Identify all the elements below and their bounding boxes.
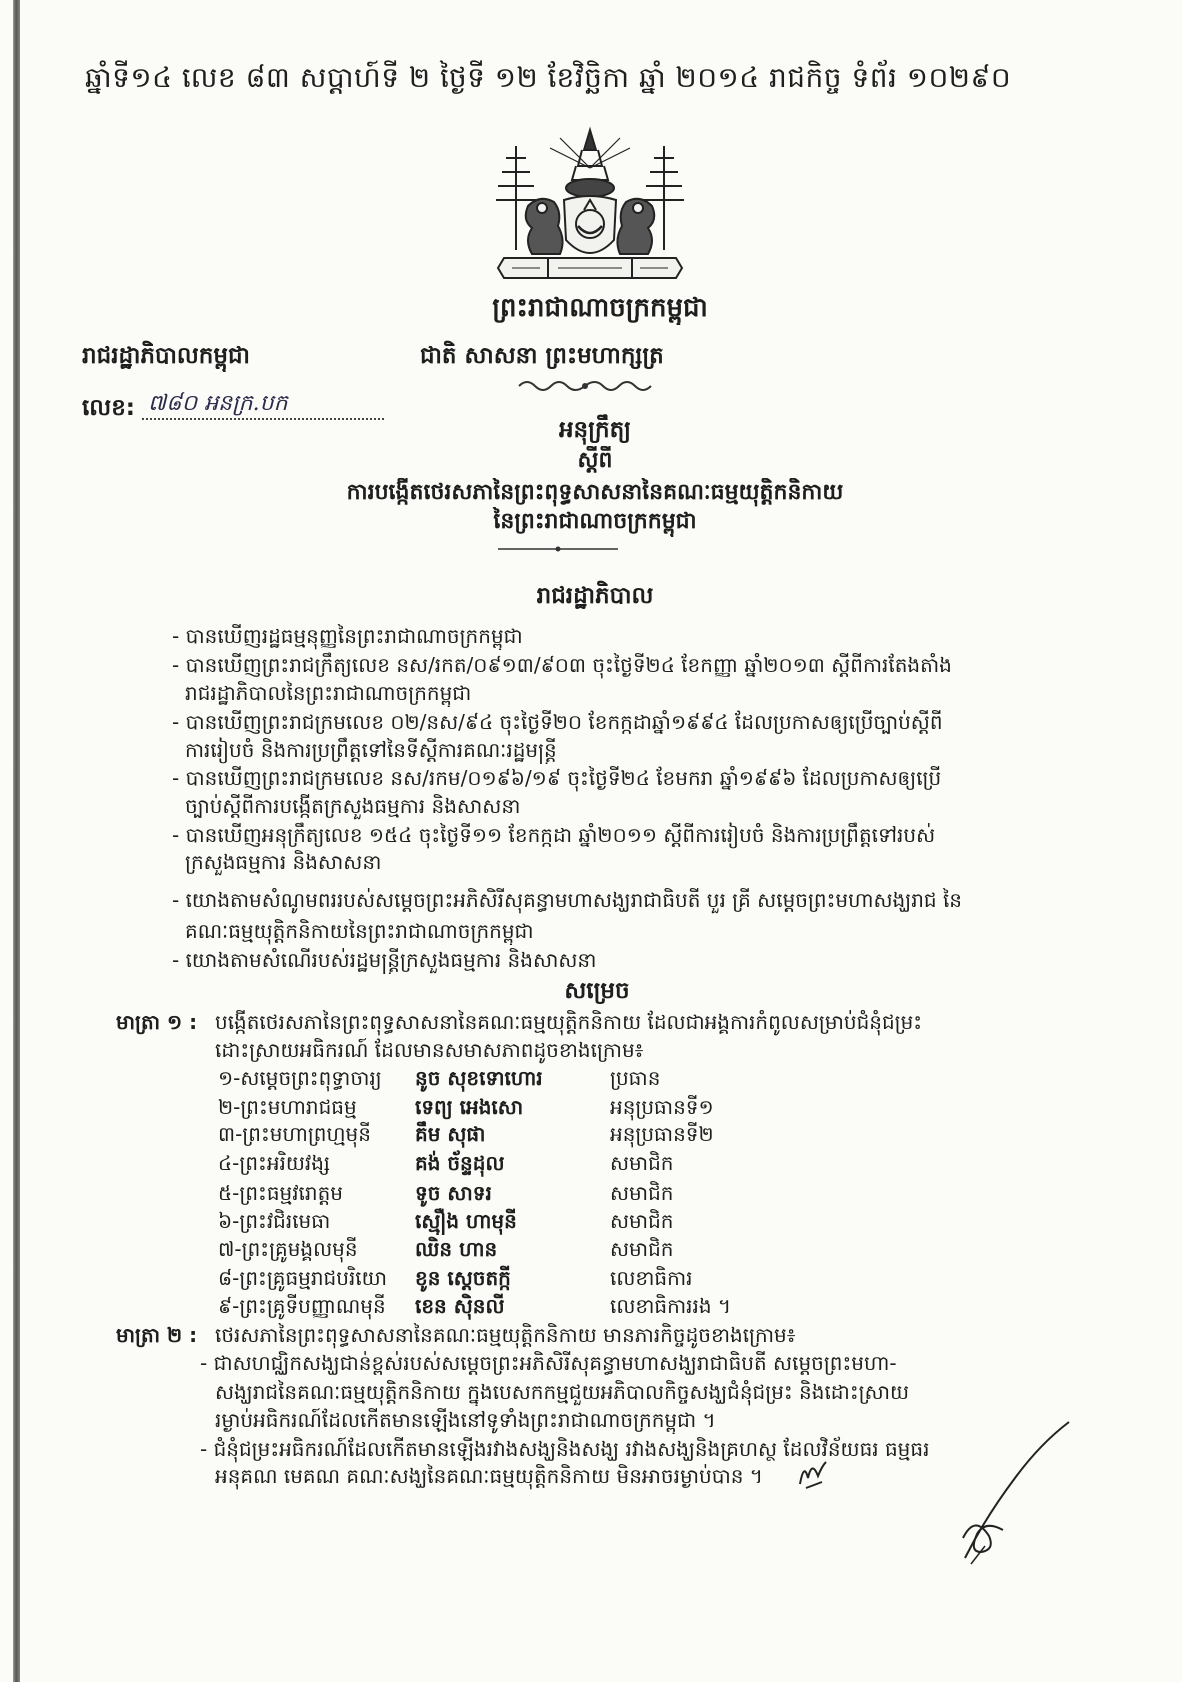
preamble-item-continued: ការរៀបចំ និងការប្រព្រឹត្តទៅនៃទីស្តីការគណៈរដ្ឋមន្ត្រី xyxy=(185,738,557,762)
preamble-item: - បានឃើញព្រះរាជក្រឹត្យលេខ នស/រកត/០៩១៣/៩០៣ ចុះថ្ងៃទី២៤ ខែកញ្ញា ឆ្នាំ២០១៣ ស្តីពីការតែងតាំង xyxy=(172,653,952,677)
member-row xyxy=(0,1292,1182,1320)
member-position: អនុប្រធានទី១ xyxy=(610,1095,714,1119)
royal-coat-of-arms-icon xyxy=(470,128,710,288)
subject-label: ស្តីពី xyxy=(577,448,613,473)
document-title-line-2: នៃព្រះរាជាណាចក្រកម្ពុជា xyxy=(493,509,697,534)
member-row xyxy=(0,1120,1182,1148)
preamble-item-continued: គណៈធម្មយុត្តិកនិកាយនៃព្រះរាជាណាចក្រកម្ពុជា xyxy=(185,919,534,943)
member-position: លេខាធិការ xyxy=(610,1266,693,1290)
preamble-item: - បានឃើញព្រះរាជក្រមលេខ ០២/នស/៩៤ ចុះថ្ងៃទី២០ ខែកក្កដាឆ្នាំ១៩៩៤ ដែលប្រកាសឲ្យប្រើច្បាប់ស្តីពី xyxy=(172,710,943,734)
preamble-item-continued: រាជរដ្ឋាភិបាលនៃព្រះរាជាណាចក្រកម្ពុជា xyxy=(185,681,472,705)
preamble-item: - បានឃើញអនុក្រឹត្យលេខ ១៥៤ ចុះថ្ងៃទី១១ ខែកក្កដា ឆ្នាំ២០១១ ស្តីពីការរៀបចំ និងការប្រព្រឹត្តទៅរបស់ xyxy=(172,823,936,847)
member-name: គង់ ច័ន្ទដុល xyxy=(415,1151,505,1175)
member-position: សមាជិក xyxy=(610,1151,674,1175)
decision-heading: សម្រេច xyxy=(564,978,630,1004)
member-title: ៦-ព្រះវជិរមេធា xyxy=(218,1209,331,1233)
preamble-item-continued: ក្រសួងធម្មការ និងសាសនា xyxy=(185,850,382,874)
member-title: ៧-ព្រះគ្រូមង្គលមុនី xyxy=(218,1237,358,1261)
article-1-label: មាត្រា ១ : xyxy=(116,1010,198,1034)
member-name: នូច សុខទោហោរ xyxy=(415,1066,543,1090)
article-1-text-continued: ដោះស្រាយអធិករណ៍ ដែលមានសមាសភាពដូចខាងក្រោម៖ xyxy=(215,1038,644,1062)
issuer-heading: រាជរដ្ឋាភិបាល xyxy=(536,583,654,609)
member-name: ទូច សាទរ xyxy=(415,1181,492,1205)
member-row xyxy=(0,1207,1182,1235)
member-position: សមាជិក xyxy=(610,1237,674,1261)
member-row xyxy=(0,1264,1182,1292)
ornament-divider xyxy=(515,378,655,394)
member-name: ទេព្យ អេងសោ xyxy=(415,1095,524,1119)
member-title: ៤-ព្រះអរិយវង្ស xyxy=(218,1151,330,1175)
member-name: ស្មឿង ហាមុនី xyxy=(415,1209,517,1233)
member-name: ឈិន ហាន xyxy=(415,1237,498,1261)
member-row xyxy=(0,1149,1182,1177)
title-rule xyxy=(498,546,618,552)
member-name: ខេន ស៊ិនលី xyxy=(415,1294,505,1318)
article-2-text: ថេរសភានៃព្រះពុទ្ធសាសនានៃគណៈធម្មយុត្តិកនិកាយ មានភារកិច្ចដូចខាងក្រោម៖ xyxy=(215,1323,796,1347)
preamble-item: - បានឃើញរដ្ឋធម្មនុញ្ញនៃព្រះរាជាណាចក្រកម្ពុជា xyxy=(172,624,523,648)
member-row xyxy=(0,1064,1182,1092)
handwritten-initial-icon xyxy=(796,1456,830,1490)
member-position: សមាជិក xyxy=(610,1181,674,1205)
preamble-item: - យោងតាមសំណូមពររបស់សម្តេចព្រះអភិសិរីសុគន្ធាមហាសង្ឃរាជាធិបតី បួរ គ្រី សម្តេចព្រះមហាសង្ឃរាជ នៃ xyxy=(172,888,962,912)
preamble-item-continued: ច្បាប់ស្តីពីការបង្កើតក្រសួងធម្មការ និងសាសនា xyxy=(185,794,521,818)
member-title: ២-ព្រះមហារាជធម្ម xyxy=(218,1095,357,1119)
article-1-text: បង្កើតថេរសភានៃព្រះពុទ្ធសាសនានៃគណៈធម្មយុត្តិកនិកាយ ដែលជាអង្គការកំពូលសម្រាប់ជំនុំជម្រះ xyxy=(215,1010,923,1034)
article-2-label: មាត្រា ២ : xyxy=(116,1323,198,1347)
signature-icon xyxy=(945,1418,1075,1568)
member-row xyxy=(0,1093,1182,1121)
national-motto: ជាតិ សាសនា ព្រះមហាក្សត្រ xyxy=(420,343,664,369)
member-name: ខូន ស្តេចតក្កី xyxy=(415,1266,511,1290)
duty-item: - ជាសហជ្ឈិកសង្ឃជាន់ខ្ពស់របស់សម្តេចព្រះអភិសិរីសុគន្ធាមហាសង្ឃរាជាធិបតី សម្តេចព្រះមហា- xyxy=(200,1351,897,1375)
member-row xyxy=(0,1179,1182,1207)
preamble-item: - បានឃើញព្រះរាជក្រមលេខ នស/រកម/០១៩៦/១៩ ចុះថ្ងៃទី២៤ ខែមករា ឆ្នាំ១៩៩៦ ដែលប្រកាសឲ្យប្រើ xyxy=(172,766,942,790)
member-position: អនុប្រធានទី២ xyxy=(610,1122,714,1146)
member-title: ១-សម្តេចព្រះពុទ្ធាចារ្យ xyxy=(218,1066,382,1090)
member-title: ៩-ព្រះគ្រូទីបញ្ញាណមុនី xyxy=(218,1294,386,1318)
member-title: ៣-ព្រះមហាព្រហ្មមុនី xyxy=(218,1122,371,1146)
duty-item-continued: រម្ងាប់អធិករណ៍ដែលកើតមានឡើងនៅទូទាំងព្រះរាជាណាចក្រកម្ពុជា ។ xyxy=(215,1408,716,1432)
reference-label: លេខ: xyxy=(82,395,135,421)
kingdom-name: ព្រះរាជាណាចក្រកម្ពុជា xyxy=(492,293,708,323)
duty-item-continued: សង្ឃរាជនៃគណៈធម្មយុត្តិកនិកាយ ក្នុងបេសកកម្មជួយអភិបាលកិច្ចសង្ឃជំនុំជម្រះ និងដោះស្រាយ xyxy=(215,1380,910,1404)
document-title-line-1: ការបង្កើតថេរសភានៃព្រះពុទ្ធសាសនានៃគណៈធម្មយុត្តិកនិកាយ xyxy=(346,480,844,505)
duty-item: - ជំនុំជម្រះអធិករណ៍ដែលកើតមានឡើងរវាងសង្ឃនិងសង្ឃ រវាងសង្ឃនិងគ្រហស្ថ ដែលវិន័យធរ ធម្មធរ xyxy=(200,1437,930,1461)
member-title: ៨-ព្រះគ្រូធម្មរាជបរិយោ xyxy=(218,1266,388,1290)
member-row xyxy=(0,1235,1182,1263)
duty-item-continued: អនុគណ មេគណ គណៈសង្ឃនៃគណៈធម្មយុត្តិកនិកាយ មិនអាចរម្ងាប់បាន ។ xyxy=(215,1464,763,1488)
member-position: សមាជិក xyxy=(610,1209,674,1233)
sender-name: រាជរដ្ឋាភិបាលកម្ពុជា xyxy=(82,343,250,369)
member-position: ប្រធាន xyxy=(610,1066,661,1090)
document-type: អនុក្រឹត្យ xyxy=(558,417,632,443)
preamble-item: - យោងតាមសំណើរបស់រដ្ឋមន្ត្រីក្រសួងធម្មការ និងសាសនា xyxy=(172,948,597,972)
reference-number: ៧៨០ អនក្រ.បក xyxy=(142,390,384,420)
scan-edge xyxy=(13,0,20,1682)
member-name: គឹម សុផា xyxy=(415,1122,486,1146)
member-title: ៥-ព្រះធម្មវរោត្តម xyxy=(218,1181,343,1205)
member-position: លេខាធិការរង ។ xyxy=(610,1294,732,1318)
gazette-header: ឆ្នាំទី១៤ លេខ ៨៣ សប្តាហ៍ទី ២ ថ្ងៃទី ១២ ខែវិច្ឆិកា ឆ្នាំ ២០១៤ រាជកិច្ច ទំព័រ ១០២៩០ xyxy=(85,61,1012,94)
